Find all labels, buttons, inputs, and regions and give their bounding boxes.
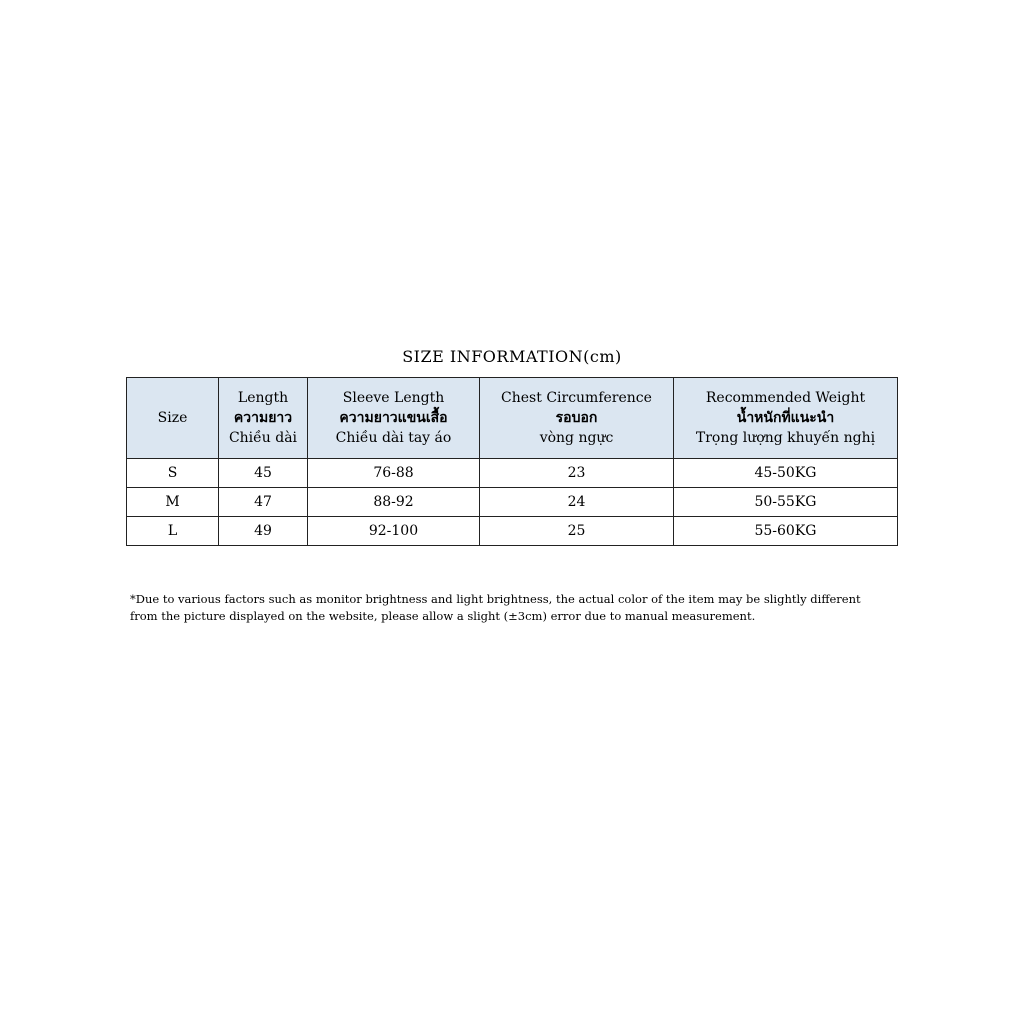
cell-size: S <box>127 459 219 488</box>
header-chest-vi: vòng ngực <box>539 430 614 446</box>
header-chest-en: Chest Circumference <box>501 390 652 406</box>
cell-chest: 24 <box>480 488 674 517</box>
header-length-vi: Chiều dài <box>228 430 298 446</box>
header-weight-vi: Trọng lượng khuyến nghị <box>695 430 876 446</box>
cell-sleeve: 88-92 <box>308 488 480 517</box>
header-chest-th: รอบอก <box>555 410 598 426</box>
table-row <box>127 459 898 488</box>
size-table <box>126 377 898 546</box>
header-weight-en: Recommended Weight <box>705 390 866 406</box>
cell-chest: 25 <box>480 517 674 546</box>
header-chest <box>480 378 674 459</box>
header-sleeve-length <box>308 378 480 459</box>
header-sleeve-th: ความยาวแขนเสื้อ <box>339 410 448 426</box>
cell-weight: 55-60KG <box>674 517 898 546</box>
header-length-th: ความยาว <box>233 410 293 426</box>
cell-length: 49 <box>219 517 308 546</box>
cell-size: M <box>127 488 219 517</box>
cell-sleeve: 76-88 <box>308 459 480 488</box>
cell-weight: 50-55KG <box>674 488 898 517</box>
table-row <box>127 488 898 517</box>
disclaimer-note: *Due to various factors such as monitor brightness and light brightness, the actual color of the item may be slightly different from the picture displayed on the website, please allow a slight (±3cm) error due to manual measurement. <box>130 592 861 623</box>
header-length-en: Length <box>237 390 289 406</box>
header-weight <box>674 378 898 459</box>
cell-chest: 23 <box>480 459 674 488</box>
header-length <box>219 378 308 459</box>
header-sleeve-en: Sleeve Length <box>342 390 445 406</box>
header-sleeve-vi: Chiều dài tay áo <box>335 430 452 446</box>
cell-sleeve: 92-100 <box>308 517 480 546</box>
header-size <box>127 378 219 459</box>
cell-length: 47 <box>219 488 308 517</box>
header-size-label: Size <box>157 410 188 426</box>
header-weight-th: น้ำหนักที่แนะนำ <box>736 410 835 426</box>
page-title: SIZE INFORMATION(cm) <box>402 347 622 366</box>
table-header-row <box>127 378 898 459</box>
table-row <box>127 517 898 546</box>
cell-weight: 45-50KG <box>674 459 898 488</box>
cell-size: L <box>127 517 219 546</box>
cell-length: 45 <box>219 459 308 488</box>
